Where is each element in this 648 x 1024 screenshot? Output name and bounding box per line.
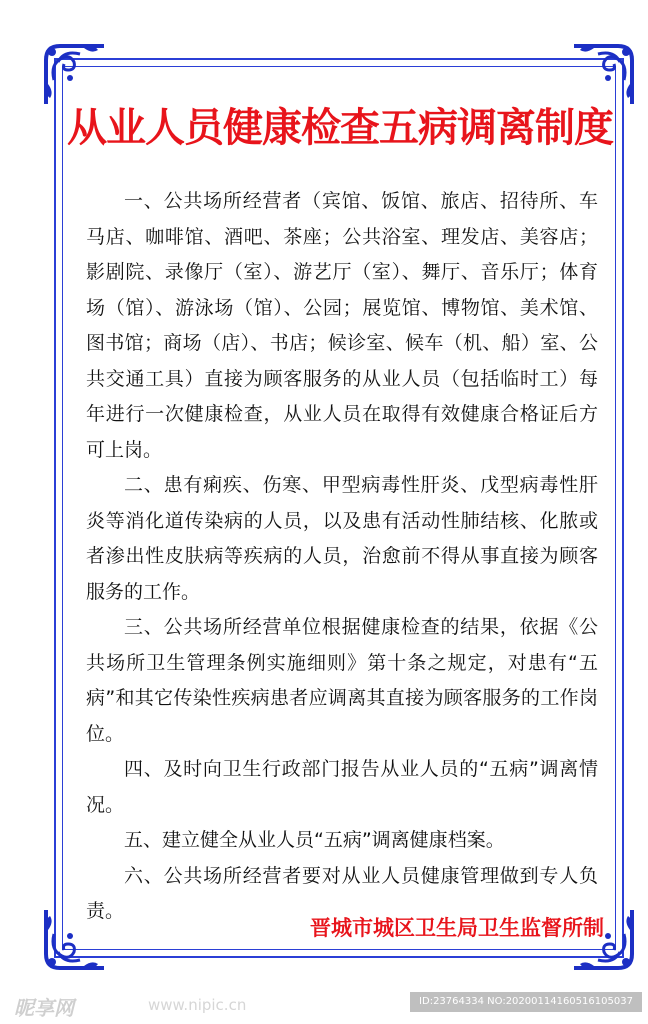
page-title: 从业人员健康检查五病调离制度 <box>67 105 613 151</box>
paragraph-4: 四、及时向卫生行政部门报告从业人员的“五病”调离情况。 <box>86 758 598 816</box>
watermark-url: www.nipic.cn <box>148 996 247 1014</box>
regulation-body <box>86 184 598 930</box>
paragraph-5: 五、建立健全从业人员“五病”调离健康档案。 <box>124 829 505 851</box>
paragraph-3: 三、公共场所经营单位根据健康检查的结果，依据《公共场所卫生管理条例实施细则》第十条之规定，对患有“五病”和其它传染性疾病患者应调离其直接为顾客服务的工作岗位。 <box>86 616 598 745</box>
corner-ornament-icon <box>568 40 638 110</box>
watermark-logo: 昵享网 <box>14 996 74 1020</box>
paragraph-2: 二、患有痢疾、伤寒、甲型病毒性肝炎、戊型病毒性肝炎等消化道传染病的人员，以及患有活动性肺结核、化脓或者渗出性皮肤病等疾病的人员，治愈前不得从事直接为顾客服务的工作。 <box>86 474 598 603</box>
corner-ornament-icon <box>40 40 110 110</box>
paragraph-1: 一、公共场所经营者（宾馆、饭馆、旅店、招待所、车马店、咖啡馆、酒吧、茶座；公共浴室、理发店、美容店；影剧院、录像厅（室）、游艺厅（室）、舞厅、音乐厅；体育场（馆）、游泳场（馆）、公园；展览馆、博物馆、美术馆、图书馆；商场（店）、书店；候诊室、候车（机、船）室、公共交通工具）直接为顾客服务的从业人员（包括临时工）每年进行一次健康检查，从业人员在取得有效健康合格证后方可上岗。 <box>86 190 598 461</box>
image-id-label: ID:23764334 NO:20200114160516105037 <box>410 992 642 1012</box>
paragraph-6: 六、公共场所经营者要对从业人员健康管理做到专人负责。 <box>86 864 598 922</box>
issuer-signature: 晋城市城区卫生局卫生监督所制 <box>310 916 604 940</box>
